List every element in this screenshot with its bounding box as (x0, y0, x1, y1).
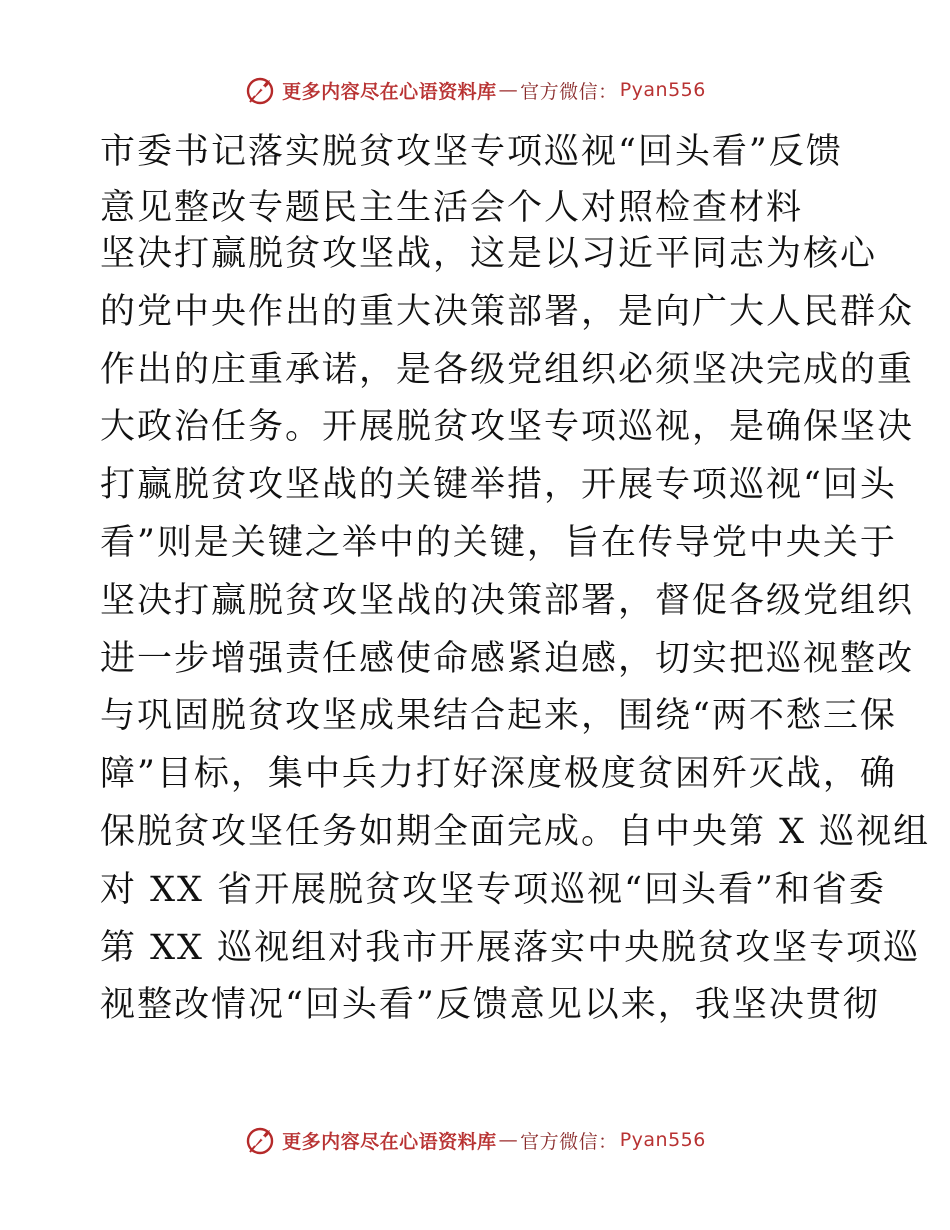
body-line: 第 XX 巡视组对我市开展落实中央脱贫攻坚专项巡 (100, 927, 921, 968)
banner-wechat-id: Pyan556 (619, 1129, 706, 1151)
title-line: 市委书记落实脱贫攻坚专项巡视“回头看”反馈 (100, 132, 843, 172)
title-line: 意见整改专题民主生活会个人对照检查材料 (100, 188, 804, 228)
body-line: 坚决打赢脱贫攻坚战的决策部署，督促各级党组织 (100, 580, 915, 621)
banner-wechat-label: 官方微信： (520, 80, 618, 103)
body-line: 障”目标，集中兵力打好深度极度贫困歼灭战，确 (100, 754, 897, 795)
body-line: 进一步增强责任感使命感紧迫感，切实把巡视整改 (100, 638, 915, 679)
body-line: 打赢脱贫攻坚战的关键举措，开展专项巡视“回头 (100, 465, 897, 506)
quill-pen-logo-icon (244, 74, 276, 106)
body-line: 保脱贫攻坚任务如期全面完成。自中央第 X 巡视组 (100, 811, 931, 852)
banner-dash: — (498, 79, 519, 101)
body-line: 与巩固脱贫攻坚成果结合起来，围绕“两不愁三保 (100, 696, 897, 737)
body-line: 视整改情况“回头看”反馈意见以来，我坚决贯彻 (100, 985, 880, 1026)
document-title (100, 124, 860, 236)
body-line: 作出的庄重承诺，是各级党组织必须坚决完成的重 (100, 349, 915, 390)
footer-watermark-banner (0, 1120, 950, 1160)
body-line: 坚决打赢脱贫攻坚战，这是以习近平同志为核心 (100, 234, 878, 274)
banner-dash: — (498, 1129, 519, 1151)
banner-brand-text: 更多内容尽在心语资料库 (282, 80, 497, 103)
banner-wechat-label: 官方微信： (520, 1130, 618, 1153)
banner-brand-text: 更多内容尽在心语资料库 (282, 1130, 497, 1153)
body-line: 看”则是关键之举中的关键，旨在传导党中央关于 (100, 522, 897, 563)
body-line: 的党中央作出的重大决策部署，是向广大人民群众 (100, 291, 915, 332)
body-line: 大政治任务。开展脱贫攻坚专项巡视，是确保坚决 (100, 407, 915, 448)
body-line: 对 XX 省开展脱贫攻坚专项巡视“回头看”和省委 (100, 869, 886, 910)
header-watermark-banner (0, 70, 950, 110)
document-body-paragraph (100, 226, 931, 1035)
banner-wechat-id: Pyan556 (619, 79, 706, 101)
quill-pen-logo-icon (244, 1124, 276, 1156)
